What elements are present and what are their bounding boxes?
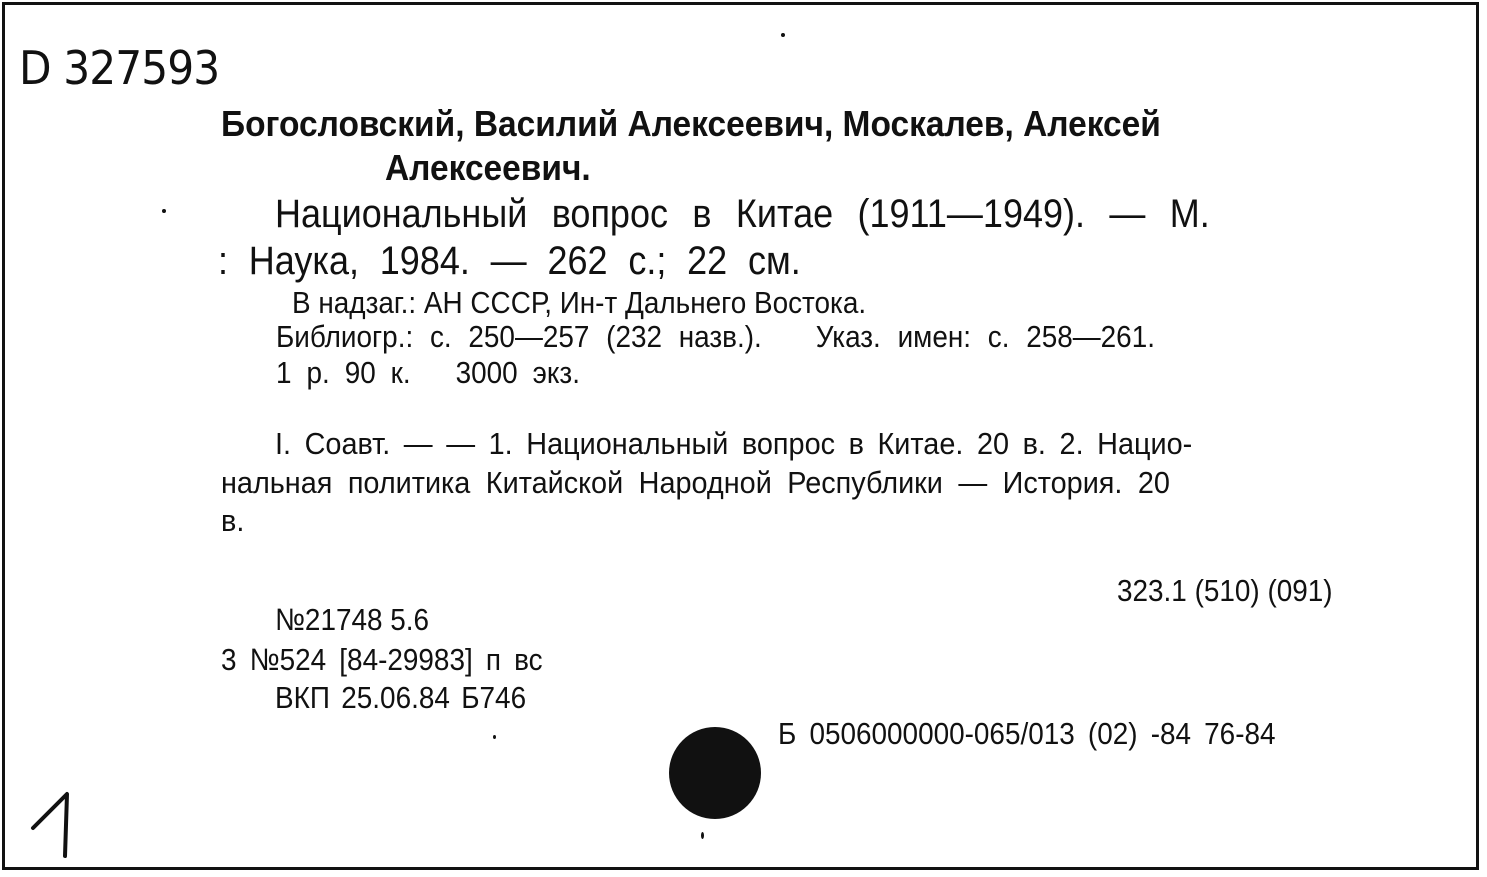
ink-speck [701, 832, 704, 839]
accession-line-2: 3 №524 [84-29983] п вс [221, 642, 543, 677]
authors-line-1: Богословский, Василий Алексеевич, Москалев, Алексей [221, 103, 1161, 144]
handwritten-one-icon [27, 790, 87, 860]
ink-speck [781, 33, 785, 37]
punch-hole [669, 727, 761, 819]
subjects-line-3: в. [221, 503, 245, 538]
title-line-2: : Наука, 1984. — 262 с.; 22 см. [218, 239, 801, 283]
authors-line-2: Алексеевич. [385, 147, 591, 188]
catalog-number: D 327593 [19, 41, 220, 95]
print-run: 3000 экз. [455, 355, 580, 390]
ink-speck [493, 735, 496, 739]
accession-line-1: №21748 5.6 [275, 602, 430, 637]
catalog-card [2, 2, 1479, 870]
handwritten-mark [27, 790, 87, 865]
accession-line-3: ВКП 25.06.84 Б746 [275, 680, 527, 715]
note-bibliography: Библиогр.: с. 250—257 (232 назв.). [276, 319, 762, 354]
ink-speck [162, 209, 166, 213]
price-line [276, 355, 580, 391]
subjects-line-2: нальная политика Китайской Народной Республики — История. 20 [221, 465, 1170, 500]
note-name-index: Указ. имен: с. 258—261. [815, 319, 1155, 354]
note-bibliography-line [276, 319, 1155, 355]
udc-classification: 323.1 (510) (091) [1117, 573, 1333, 608]
bbk-code: Б 0506000000-065/013 (02) -84 76-84 [778, 716, 1276, 751]
title-line-1: Национальный вопрос в Китае (1911—1949). — М. [275, 192, 1210, 236]
price: 1 р. 90 к. [276, 355, 411, 390]
subjects-line-1: I. Соавт. — — 1. Национальный вопрос в Китае. 20 в. 2. Нацио- [275, 426, 1193, 461]
note-header-line: В надзаг.: АН СССР, Ин-т Дальнего Востока. [292, 285, 867, 320]
